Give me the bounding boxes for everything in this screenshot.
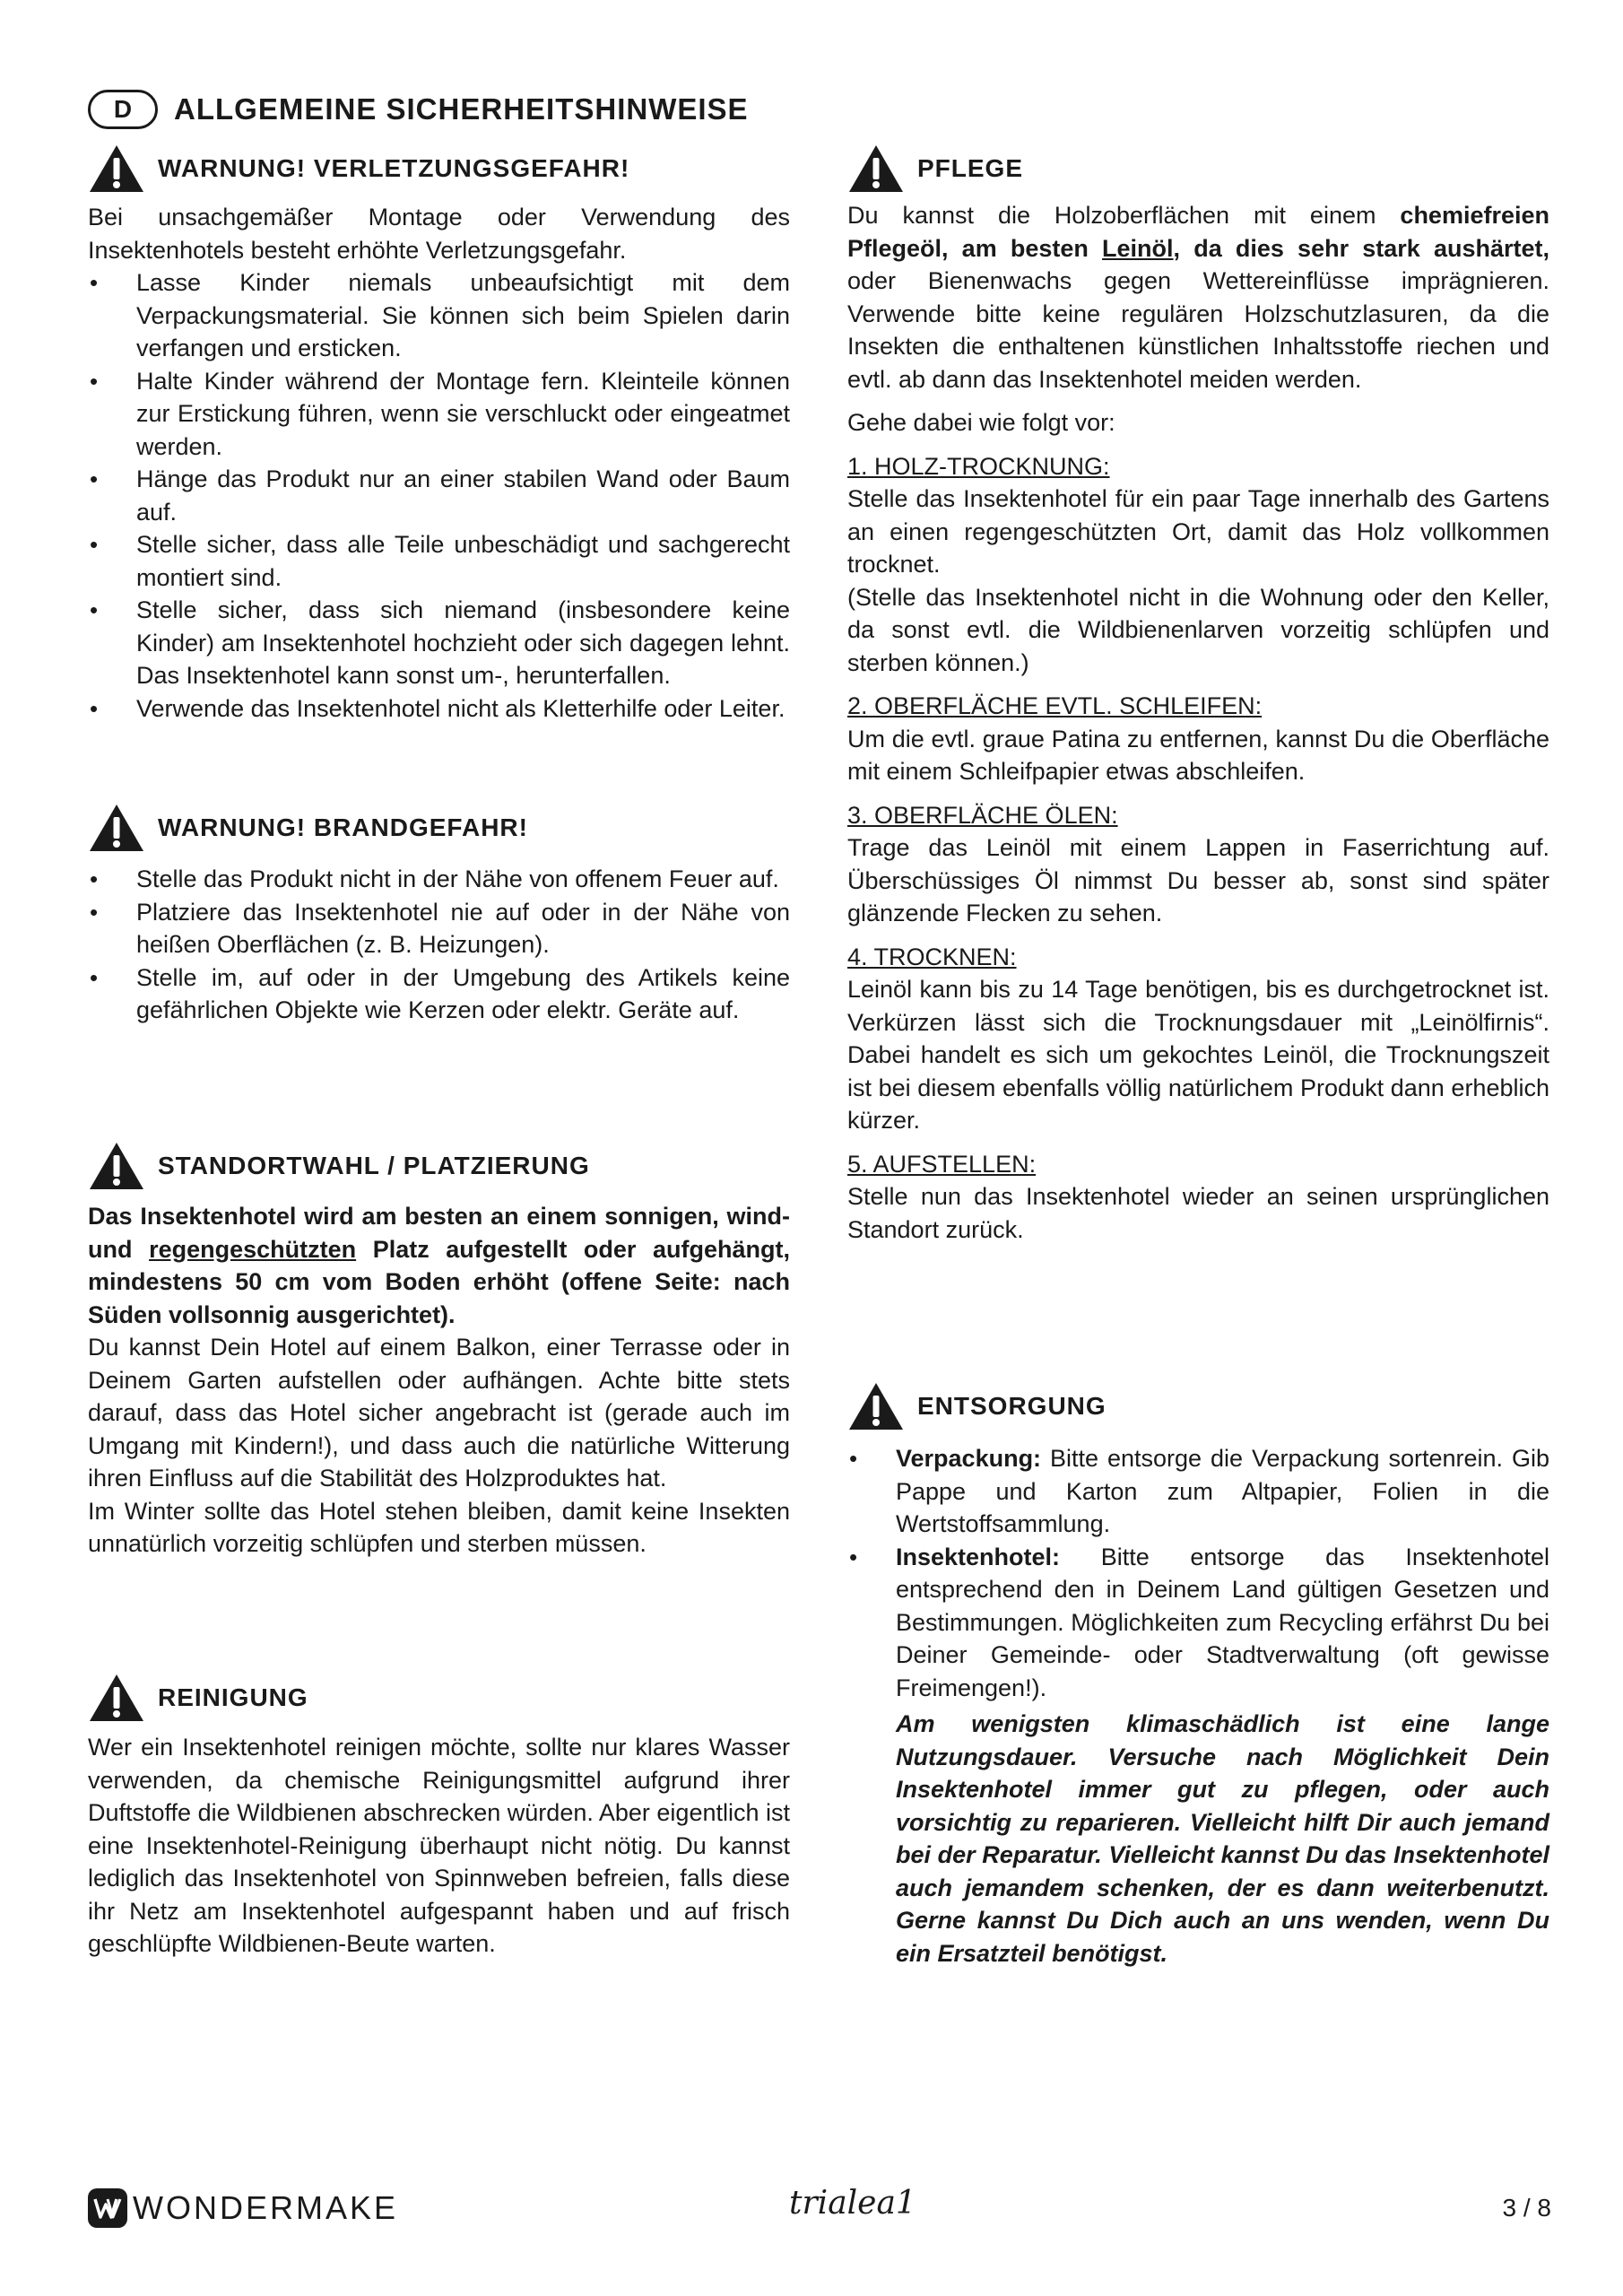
product-name: trialea1 bbox=[789, 2185, 916, 2222]
paragraph: Leinöl kann bis zu 14 Tage benötigen, bis es durchgetrocknet ist. Verkürzen lässt sich die Trocknungsdauer mit „Leinölfirnis“. Dabei handelt es sich um gekochtes Leinöl, die Trocknungszeit ist bei diesem ebenfalls völlig natürlichem Produkt dann erheblich kürzer. bbox=[847, 976, 1549, 1134]
step-5 bbox=[847, 1148, 1549, 1247]
disposal-heading bbox=[847, 1381, 1107, 1431]
paragraph: Stelle nun das Insektenhotel wieder an seinen ursprünglichen Standort zurück. bbox=[847, 1183, 1549, 1243]
step-heading: 5. AUFSTELLEN: bbox=[847, 1150, 1037, 1178]
list-item: • Halte Kinder während der Montage fern. Kleinteile können zur Erstickung führen, wenn sie verschluckt oder eingeatmet werden. bbox=[88, 365, 790, 464]
paragraph: Du kannst Dein Hotel auf einem Balkon, einer Terrasse oder in Deinem Garten aufstellen oder aufhängen. Achte bitte stets darauf, dass das Hotel sicher angebracht ist (gerade auch im Umgang mit Kindern!), und dass auch die natürliche Witterung ihren Einfluss auf die Stabilität des Holzproduktes hat. bbox=[88, 1334, 790, 1492]
text-span: Das Insektenhotel wird am besten an einem sonnigen, wind- und bbox=[88, 1203, 790, 1263]
list-item: • Stelle das Produkt nicht in der Nähe von offenem Feuer auf. bbox=[88, 863, 790, 896]
warning-fire-heading bbox=[88, 803, 528, 853]
section-title: WARNUNG! BRANDGEFAHR! bbox=[158, 813, 528, 841]
paragraph: (Stelle das Insektenhotel nicht in die Wohnung oder den Keller, da sonst evtl. die Wildbienenlarven vorzeitig schlüpfen und sterben können.) bbox=[847, 583, 1549, 676]
warning-triangle-icon bbox=[88, 1141, 145, 1191]
closing-note: Am wenigsten klimaschädlich ist eine lange Nutzungsdauer. Versuche nach Möglichkeit Dein Insektenhotel immer gut zu pflegen, oder auch vorsichtig zu reparieren. Vielleicht hilft Dir auch jemand bei der Reparatur. Vielleicht kannst Du das Insektenhotel auch jemandem schenken, der es dann weiterbenutzt. Gerne kannst Du Dich auch an uns wenden, wenn Du ein Ersatzteil benötigst. bbox=[896, 1710, 1549, 1967]
disposal-body bbox=[847, 1442, 1549, 1970]
paragraph: Gehe dabei wie folgt vor: bbox=[847, 409, 1115, 436]
wondermake-logo-icon bbox=[88, 2188, 127, 2228]
step-2 bbox=[847, 690, 1549, 788]
step-heading: 3. OBERFLÄCHE ÖLEN: bbox=[847, 801, 1118, 829]
bullet-list bbox=[847, 1442, 1549, 1704]
brand-name: WONDERMAKE bbox=[133, 2189, 399, 2226]
section-title: PFLEGE bbox=[917, 154, 1024, 182]
cleaning-body bbox=[88, 1731, 790, 1961]
list-item: • Platziere das Insektenhotel nie auf oder in der Nähe von heißen Oberflächen (z. B. Heizungen). bbox=[88, 896, 790, 961]
section-title: REINIGUNG bbox=[158, 1683, 308, 1711]
placement-heading bbox=[88, 1141, 590, 1191]
paragraph: Wer ein Insektenhotel reinigen möchte, sollte nur klares Wasser verwenden, da chemische Reinigungsmittel aufgrund ihrer Duftstoffe die Wildbienen abschrecken würden. Aber eigentlich ist eine Insektenhotel-Reinigung überhaupt nicht nötig. Du kannst lediglich das Insektenhotel von Spinnweben befreien, falls diese ihr Netz am Insektenhotel aufgespannt haben und auf frisch geschlüpfte Wildbienen-Beute warten. bbox=[88, 1734, 790, 1957]
section-title: STANDORTWAHL / PLATZIERUNG bbox=[158, 1152, 590, 1179]
warning-triangle-icon bbox=[847, 1381, 905, 1431]
placement-lead bbox=[88, 1200, 790, 1331]
paragraph bbox=[847, 199, 1549, 396]
warning-injury-heading bbox=[88, 144, 629, 194]
section-header bbox=[88, 90, 749, 129]
list-item: • Hänge das Produkt nur an einer stabilen Wand oder Baum auf. bbox=[88, 463, 790, 528]
care-heading bbox=[847, 144, 1023, 194]
step-1 bbox=[847, 450, 1549, 680]
text-span: oder Bienenwachs gegen Wettereinflüsse imprägnieren. Verwende bitte keine regulären Holzschutzlasuren, da die Insekten die enthaltenen künstlichen Inhaltsstoffe riechen und evtl. ab dann das Insektenhotel meiden werden. bbox=[847, 267, 1549, 393]
list-item: • Verwende das Insektenhotel nicht als Kletterhilfe oder Leiter. bbox=[88, 692, 790, 726]
text-span: regengeschützten bbox=[149, 1235, 357, 1263]
bullet-list bbox=[88, 266, 790, 725]
warning-fire-body bbox=[88, 863, 790, 1027]
text-span: Bitte entsorge die Verpackung sortenrein. Gib Pappe und Karton zum Altpapier, Folien in die Wertstoffsammlung. bbox=[896, 1445, 1549, 1537]
list-item bbox=[847, 1442, 1549, 1541]
warning-injury-body bbox=[88, 201, 790, 725]
warning-triangle-icon bbox=[88, 144, 145, 194]
step-heading: 1. HOLZ-TROCKNUNG: bbox=[847, 452, 1110, 480]
language-badge: D bbox=[88, 90, 158, 129]
care-body bbox=[847, 199, 1549, 1246]
step-heading: 2. OBERFLÄCHE EVTL. SCHLEIFEN: bbox=[847, 692, 1263, 719]
text-span: chemiefreien Pflegeöl, am besten bbox=[847, 202, 1549, 262]
text-span: Platz aufgestellt oder aufgehängt, mindestens 50 cm vom Boden erhöht (offene Seite: nach Süden vollsonnig ausgerichtet). bbox=[88, 1235, 790, 1328]
paragraph: Um die evtl. graue Patina zu entfernen, kannst Du die Oberfläche mit einem Schleifpapier etwas abschleifen. bbox=[847, 725, 1549, 785]
list-item: • Stelle im, auf oder in der Umgebung des Artikels keine gefährlichen Objekte wie Kerzen oder elektr. Geräte auf. bbox=[88, 961, 790, 1027]
bullet-list bbox=[88, 863, 790, 1027]
placement-body bbox=[88, 1200, 790, 1561]
cleaning-heading bbox=[88, 1673, 308, 1723]
step-heading: 4. TROCKNEN: bbox=[847, 943, 1017, 970]
warning-triangle-icon bbox=[88, 1673, 145, 1723]
list-item: • Lasse Kinder niemals unbeaufsichtigt mit dem Verpackungsmaterial. Sie können sich beim Spielen darin verfangen und ersticken. bbox=[88, 266, 790, 365]
section-title: ENTSORGUNG bbox=[917, 1392, 1107, 1420]
list-item: • Stelle sicher, dass alle Teile unbeschädigt und sachgerecht montiert sind. bbox=[88, 528, 790, 594]
paragraph: Stelle das Insektenhotel für ein paar Tage innerhalb des Gartens an einen regengeschützten Ort, damit das Holz vollkommen trocknet. bbox=[847, 485, 1549, 578]
step-3 bbox=[847, 799, 1549, 930]
list-item: • Stelle sicher, dass sich niemand (insbesondere keine Kinder) am Insektenhotel hochzieht oder sich dagegen lehnt. Das Insektenhotel kann sonst um-, herunterfallen. bbox=[88, 594, 790, 692]
paragraph: Bei unsachgemäßer Montage oder Verwendung des Insektenhotels besteht erhöhte Verletzungsgefahr. bbox=[88, 204, 790, 264]
warning-triangle-icon bbox=[88, 803, 145, 853]
item-label: Insektenhotel: bbox=[896, 1543, 1061, 1570]
text-span: Leinöl bbox=[1102, 234, 1174, 262]
text-span: , da dies sehr stark aushärtet, bbox=[1173, 234, 1549, 262]
brand-logo bbox=[88, 2188, 398, 2228]
page-title: ALLGEMEINE SICHERHEITSHINWEISE bbox=[174, 92, 749, 126]
item-label: Verpackung: bbox=[896, 1445, 1042, 1472]
list-item bbox=[847, 1541, 1549, 1705]
paragraph: Im Winter sollte das Hotel stehen bleiben, damit keine Insekten unnatürlich vorzeitig schlüpfen und sterben müssen. bbox=[88, 1497, 790, 1557]
step-4 bbox=[847, 941, 1549, 1137]
page-number: 3 / 8 bbox=[1502, 2194, 1551, 2222]
text-span: Du kannst die Holzoberflächen mit einem bbox=[847, 202, 1401, 229]
paragraph: Trage das Leinöl mit einem Lappen in Faserrichtung auf. Überschüssiges Öl nimmst Du besser ab, sonst sind später glänzende Flecken zu sehen. bbox=[847, 834, 1549, 926]
section-title: WARNUNG! VERLETZUNGSGEFAHR! bbox=[158, 154, 630, 182]
warning-triangle-icon bbox=[847, 144, 905, 194]
text-span: Bitte entsorge das Insektenhotel entsprechend den in Deinem Land gültigen Gesetzen und Bestimmungen. Möglichkeiten zum Recycling erfährst Du bei Deiner Gemeinde- oder Stadtverwaltung (oft gewisse Freimengen!). bbox=[896, 1543, 1549, 1701]
